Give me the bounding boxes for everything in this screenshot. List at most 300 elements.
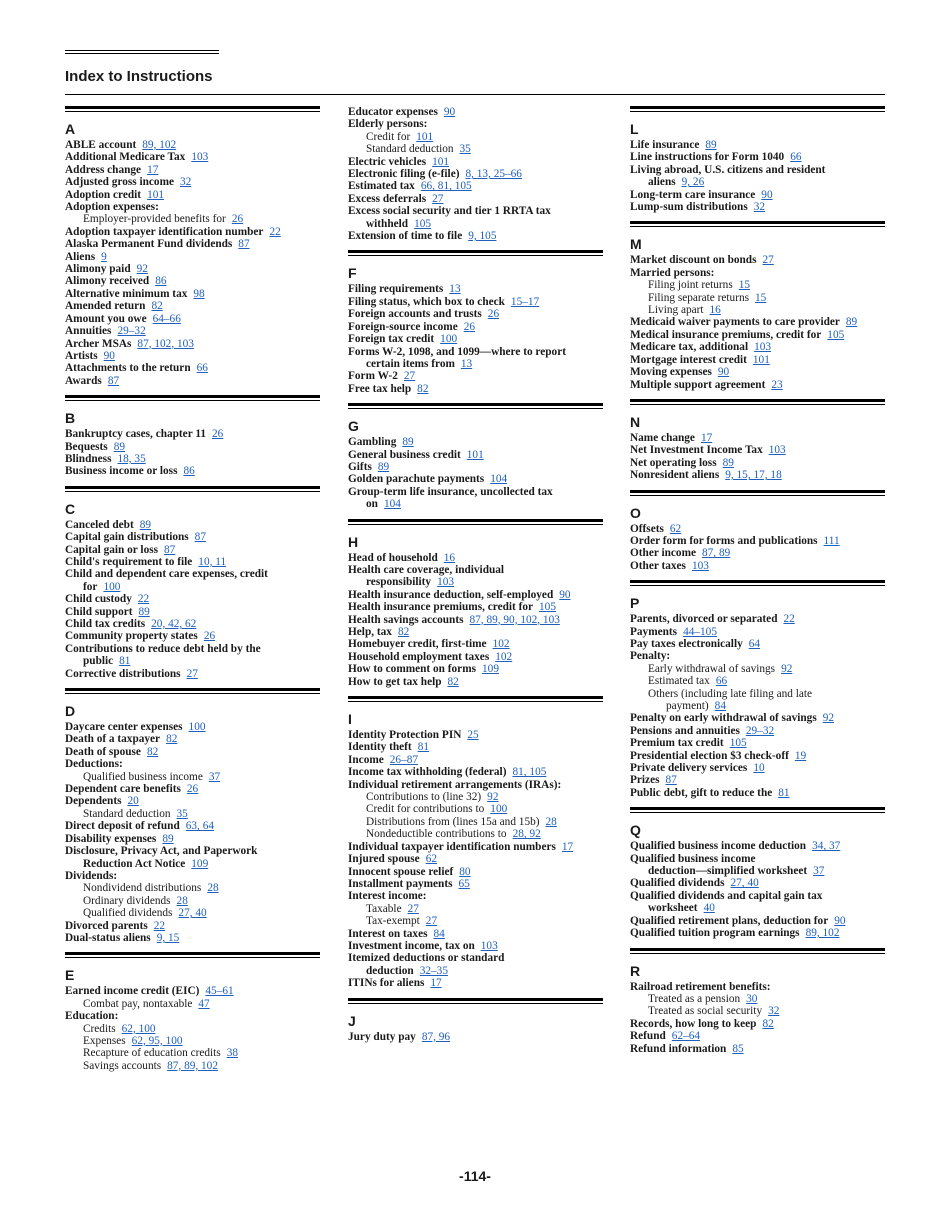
page-reference-link[interactable]: 66, 81, 105	[420, 180, 472, 193]
page-reference-link[interactable]: 81	[119, 655, 131, 668]
entry-text: Qualified tuition program earnings	[630, 927, 800, 940]
entry-text: Alaska Permanent Fund dividends	[65, 238, 233, 251]
page-reference-link[interactable]: 22	[153, 919, 166, 932]
section-rule	[65, 106, 320, 112]
section-rule	[348, 403, 603, 409]
page-reference-link[interactable]: 90	[834, 914, 846, 927]
entry-text: Nonresident aliens	[630, 469, 720, 482]
index-entry	[630, 292, 885, 304]
entry-continuation	[65, 655, 320, 667]
index-entry	[65, 758, 320, 770]
page-reference-link[interactable]: 89	[138, 605, 150, 618]
page-reference-link[interactable]: 13	[449, 283, 461, 296]
page-reference-link[interactable]: 89	[845, 316, 858, 329]
index-entry	[630, 189, 885, 201]
section-letter: E	[65, 967, 75, 984]
page-reference-link[interactable]: 89	[705, 139, 717, 151]
index-entry	[348, 601, 603, 613]
index-entry	[630, 267, 885, 279]
entry-text: Health savings accounts	[348, 613, 464, 626]
page-reference-link[interactable]: 105	[414, 217, 432, 230]
section-rule	[65, 395, 320, 401]
section-rule	[348, 696, 603, 702]
page-reference-link[interactable]: 66	[715, 675, 728, 688]
index-entry	[65, 338, 320, 350]
index-column-2	[348, 106, 603, 1051]
page-reference-link[interactable]: 17	[700, 431, 713, 444]
entry-text: Market discount on bonds	[630, 254, 757, 267]
entry-text: How to comment on forms	[348, 663, 477, 676]
page-reference-link[interactable]: 89, 102	[142, 139, 177, 151]
index-entry	[65, 556, 320, 568]
page-reference-link[interactable]: 20, 42, 62	[151, 618, 197, 630]
page-reference-link[interactable]: 15	[738, 279, 751, 292]
entry-text: Education:	[65, 1010, 119, 1023]
entry-text: Awards	[65, 374, 102, 387]
index-entry	[348, 676, 603, 688]
page-reference-link[interactable]: 89	[162, 832, 174, 845]
index-entry	[630, 840, 885, 852]
page-reference-link[interactable]: 82	[166, 733, 178, 746]
entry-text: Deductions:	[65, 758, 123, 771]
page-reference-link[interactable]: 37	[813, 865, 825, 878]
page-reference-link[interactable]: 22	[783, 613, 795, 626]
page-reference-link[interactable]: 25	[467, 729, 479, 742]
page-reference-link[interactable]: 90	[717, 366, 730, 379]
page-reference-link[interactable]: 103	[480, 939, 498, 952]
page-reference-link[interactable]: 32–35	[419, 964, 448, 977]
page-reference-link[interactable]: 87	[238, 238, 250, 251]
page-reference-link[interactable]: 47	[198, 997, 210, 1010]
page-number: -114-	[459, 1168, 491, 1184]
page-reference-link[interactable]: 87, 89, 90, 102, 103	[469, 613, 560, 626]
page-reference-link[interactable]: 87, 96	[421, 1030, 451, 1043]
page-reference-link[interactable]: 26	[463, 320, 476, 333]
entry-continuation-text: certain items from	[366, 357, 455, 370]
page-reference-link[interactable]: 40	[703, 902, 715, 915]
entry-continuation-text: aliens	[648, 176, 676, 189]
index-entry	[348, 346, 603, 371]
page-reference-link[interactable]: 104	[490, 473, 508, 486]
page-reference-link[interactable]: 28	[207, 882, 219, 895]
index-entry	[65, 251, 320, 263]
page-reference-link[interactable]: 27, 40	[178, 907, 207, 920]
page-reference-link[interactable]: 98	[193, 287, 205, 300]
index-entry	[348, 890, 603, 902]
section-rule	[65, 486, 320, 492]
index-entry	[348, 370, 603, 382]
entry-text: Adoption credit	[65, 188, 142, 201]
section-rule	[630, 221, 885, 227]
section-letter: L	[630, 121, 639, 137]
index-section	[630, 580, 885, 799]
title-rule	[65, 94, 885, 95]
entry-text: Daycare center expenses	[65, 721, 183, 734]
section-letter: F	[348, 265, 357, 282]
entry-text: Filing requirements	[348, 283, 444, 296]
page-reference-link[interactable]: 37	[208, 770, 221, 783]
page-reference-link[interactable]: 100	[440, 333, 458, 346]
entry-text: Death of spouse	[65, 745, 141, 758]
page-reference-link[interactable]: 89	[402, 436, 414, 449]
page-reference-link[interactable]: 101	[416, 130, 434, 143]
page-reference-link[interactable]: 100	[188, 721, 206, 734]
page-reference-link[interactable]: 66	[790, 151, 802, 164]
page-reference-link[interactable]: 32	[180, 176, 192, 189]
index-entry	[65, 275, 320, 287]
index-entry	[630, 444, 885, 456]
entry-text: Estimated tax	[648, 675, 710, 688]
page-reference-link[interactable]: 17	[561, 840, 574, 853]
index-entry	[348, 638, 603, 650]
index-entry	[630, 877, 885, 889]
page-reference-link[interactable]: 103	[191, 151, 209, 164]
entry-continuation	[630, 865, 885, 877]
entry-text: Interest on taxes	[348, 927, 428, 940]
page-reference-link[interactable]: 26	[203, 630, 216, 643]
page-reference-link[interactable]: 84	[714, 700, 726, 712]
page-reference-link[interactable]: 87, 102, 103	[137, 337, 194, 350]
entry-text: Qualified business income	[630, 852, 756, 865]
page-reference-link[interactable]: 82	[397, 626, 410, 638]
entry-continuation-text: responsibility	[366, 576, 432, 589]
page-reference-link[interactable]: 90	[443, 106, 456, 118]
page-reference-link[interactable]: 105	[539, 601, 556, 614]
entry-text: Direct deposit of refund	[65, 820, 180, 833]
page-reference-link[interactable]: 26	[231, 213, 244, 226]
entry-continuation-text: deduction	[366, 964, 414, 977]
entry-text: Identity Protection PIN	[348, 729, 462, 742]
entry-continuation	[648, 700, 885, 712]
entry-text: Refund information	[630, 1042, 727, 1055]
index-entry	[65, 1035, 320, 1047]
entry-text: Corrective distributions	[65, 667, 181, 680]
entry-text: Business income or loss	[65, 465, 178, 478]
entry-text: Individual taxpayer identification numbers	[348, 840, 556, 853]
page-reference-link[interactable]: 89	[377, 460, 390, 473]
page-reference-link[interactable]: 29–32	[745, 724, 775, 737]
index-entry	[630, 254, 885, 266]
index-entry	[65, 895, 320, 907]
index-entry	[348, 156, 603, 168]
page-reference-link[interactable]: 89, 102	[805, 927, 840, 940]
page-reference-link[interactable]: 92	[822, 712, 835, 725]
page-reference-link[interactable]: 101	[466, 448, 484, 461]
entry-text: Life insurance	[630, 139, 700, 151]
entry-text: Free tax help	[348, 382, 412, 395]
page-reference-link[interactable]: 90	[559, 588, 571, 601]
page-reference-link[interactable]: 103	[754, 341, 772, 354]
index-entry	[348, 589, 603, 601]
index-section	[348, 998, 603, 1043]
page-reference-link[interactable]: 30	[746, 992, 758, 1005]
index-entry	[630, 304, 885, 316]
entry-text: Income	[348, 753, 384, 766]
entry-text: Gambling	[348, 436, 397, 449]
page-reference-link[interactable]: 27, 40	[730, 877, 759, 890]
page-reference-link[interactable]: 29–32	[117, 325, 146, 338]
index-entry	[65, 213, 320, 225]
page-reference-link[interactable]: 101	[752, 353, 770, 366]
page-reference-link[interactable]: 82	[151, 300, 163, 313]
page-reference-link[interactable]: 32	[753, 201, 766, 214]
index-entry	[65, 998, 320, 1010]
page-reference-link[interactable]: 9, 26	[681, 176, 705, 189]
entry-text: Net operating loss	[630, 456, 717, 469]
page-reference-link[interactable]: 100	[103, 580, 121, 593]
entry-text: Taxable	[366, 902, 402, 915]
index-entry	[348, 940, 603, 952]
page-reference-link[interactable]: 20	[127, 795, 139, 808]
entry-text: Long-term care insurance	[630, 188, 756, 201]
page-reference-link[interactable]: 92	[781, 662, 793, 675]
index-entry	[65, 164, 320, 176]
entry-text: Bankruptcy cases, chapter 11	[65, 428, 207, 441]
index-section	[630, 490, 885, 573]
entry-text: Other taxes	[630, 559, 686, 572]
page-reference-link[interactable]: 15	[755, 291, 767, 304]
page-reference-link[interactable]: 109	[191, 857, 209, 870]
page-reference-link[interactable]: 84	[433, 927, 445, 940]
page-reference-link[interactable]: 81	[778, 786, 790, 799]
index-entry	[348, 486, 603, 511]
page-reference-link[interactable]: 101	[432, 155, 450, 168]
index-entry	[630, 560, 885, 572]
page-reference-link[interactable]: 10	[753, 762, 765, 775]
index-entry	[65, 568, 320, 593]
page-reference-link[interactable]: 17	[147, 163, 159, 176]
page-reference-link[interactable]: 26–87	[389, 753, 419, 766]
entry-text: Combat pay, nontaxable	[83, 997, 193, 1010]
page-reference-link[interactable]: 82	[762, 1017, 774, 1030]
index-entry	[630, 613, 885, 625]
page-reference-link[interactable]: 105	[729, 737, 747, 750]
entry-text: Artists	[65, 349, 98, 362]
page-reference-link[interactable]: 62	[669, 522, 682, 535]
index-entry	[65, 1047, 320, 1059]
page-reference-link[interactable]: 32	[768, 1005, 780, 1018]
page-reference-link[interactable]: 34, 37	[812, 840, 841, 853]
index-entry	[65, 362, 320, 374]
index-entry	[348, 283, 603, 295]
page-reference-link[interactable]: 89	[113, 440, 125, 453]
page-reference-link[interactable]: 9	[101, 250, 107, 263]
entry-text: Investment income, tax on	[348, 939, 475, 952]
page-reference-link[interactable]: 38	[226, 1047, 238, 1060]
page-reference-link[interactable]: 22	[137, 593, 150, 606]
index-entry	[65, 733, 320, 745]
page-reference-link[interactable]: 62	[425, 853, 437, 866]
section-rule	[65, 688, 320, 694]
page-reference-link[interactable]: 66	[196, 362, 208, 375]
index-section	[348, 519, 603, 688]
page-reference-link[interactable]: 102	[492, 638, 510, 651]
page-reference-link[interactable]: 35	[176, 807, 188, 820]
section-rule	[348, 519, 603, 525]
page-reference-link[interactable]: 27	[407, 902, 419, 915]
index-entry	[348, 952, 603, 977]
index-entry	[348, 461, 603, 473]
entry-text: Filing joint returns	[648, 279, 733, 292]
page-reference-link[interactable]: 81, 105	[512, 766, 547, 779]
page-reference-link[interactable]: 100	[490, 803, 508, 816]
page-reference-link[interactable]: 26	[487, 308, 500, 321]
page-reference-link[interactable]: 63, 64	[185, 820, 214, 833]
page-reference-link[interactable]: 86	[183, 465, 195, 478]
page-reference-link[interactable]: 26	[186, 783, 199, 796]
page-reference-link[interactable]: 85	[732, 1042, 744, 1055]
index-entry	[348, 552, 603, 564]
page-reference-link[interactable]: 101	[147, 188, 165, 201]
index-entry	[630, 164, 885, 189]
page-reference-link[interactable]: 27	[425, 915, 438, 928]
entry-text: Qualified business income	[83, 770, 203, 783]
page-reference-link[interactable]: 28, 92	[512, 828, 541, 841]
page-reference-link[interactable]: 104	[383, 498, 401, 511]
page-reference-link[interactable]: 10, 11	[198, 555, 227, 568]
entry-text: Golden parachute payments	[348, 473, 485, 486]
page-reference-link[interactable]: 87, 89	[702, 547, 731, 560]
entry-text: Disability expenses	[65, 832, 157, 845]
entry-text: Dependents	[65, 795, 122, 808]
index-entry	[65, 519, 320, 531]
index-entry	[630, 469, 885, 481]
page-reference-link[interactable]: 87	[107, 374, 120, 387]
index-entry	[348, 754, 603, 766]
page-reference-link[interactable]: 90	[761, 188, 773, 201]
page-reference-link[interactable]: 64–66	[152, 312, 181, 325]
index-section	[630, 948, 885, 1055]
page-reference-link[interactable]: 92	[136, 263, 148, 276]
entry-text: Injured spouse	[348, 853, 420, 866]
page-reference-link[interactable]: 87, 89, 102	[167, 1059, 218, 1072]
index-entry	[348, 878, 603, 890]
page-reference-link[interactable]: 26	[212, 428, 224, 441]
page-reference-link[interactable]: 16	[709, 304, 721, 317]
page-reference-link[interactable]: 28	[545, 815, 557, 828]
page-reference-link[interactable]: 18, 35	[117, 452, 146, 465]
entry-text: Capital gain or loss	[65, 543, 159, 556]
page-reference-link[interactable]: 82	[417, 382, 429, 395]
page-reference-link[interactable]: 27	[403, 370, 416, 383]
page-reference-link[interactable]: 103	[768, 444, 786, 457]
page-reference-link[interactable]: 9, 15	[156, 931, 180, 944]
index-section	[630, 399, 885, 482]
page-reference-link[interactable]: 87	[164, 543, 176, 556]
index-section	[65, 395, 320, 478]
page-reference-link[interactable]: 22	[269, 225, 281, 238]
page-reference-link[interactable]: 87	[194, 531, 206, 544]
entry-text: Penalty on early withdrawal of savings	[630, 712, 817, 725]
entry-text: Alimony paid	[65, 263, 131, 276]
page-reference-link[interactable]: 86	[155, 275, 167, 288]
entry-continuation	[348, 498, 603, 510]
page-reference-link[interactable]: 111	[823, 534, 840, 547]
page-reference-link[interactable]: 109	[482, 663, 499, 676]
page-reference-link[interactable]: 17	[430, 977, 442, 990]
page-reference-link[interactable]: 27	[186, 667, 198, 680]
page-reference-link[interactable]: 9, 105	[468, 230, 497, 243]
entry-continuation-text: withheld	[366, 217, 409, 230]
entry-text: Dual-status aliens	[65, 931, 151, 944]
entry-text: Dividends:	[65, 869, 118, 882]
entry-text: Amount you owe	[65, 312, 147, 325]
index-entry	[348, 383, 603, 395]
entry-text: Child and dependent care expenses, credit	[65, 568, 268, 581]
page-reference-link[interactable]: 45–61	[205, 985, 234, 998]
page-reference-link[interactable]: 44–105	[683, 625, 717, 638]
entry-text: Tax-exempt	[366, 915, 420, 928]
page-reference-link[interactable]: 87	[665, 774, 677, 787]
entry-text: Credit for contributions to	[366, 803, 485, 816]
page-reference-link[interactable]: 89	[722, 456, 734, 469]
page-reference-link[interactable]: 27	[432, 192, 444, 205]
page-reference-link[interactable]: 65	[458, 877, 470, 890]
page-reference-link[interactable]: 19	[794, 749, 807, 762]
page-reference-link[interactable]: 9, 15, 17, 18	[725, 469, 782, 482]
page-reference-link[interactable]: 15–17	[510, 295, 540, 308]
index-entry	[630, 762, 885, 774]
entry-continuation-text: payment)	[666, 700, 709, 712]
index-entry	[65, 746, 320, 758]
page-reference-link[interactable]: 13	[460, 357, 473, 370]
entry-text: Presidential election $3 check-off	[630, 749, 789, 762]
entry-text: Payments	[630, 625, 678, 638]
index-entry	[65, 350, 320, 362]
entry-text: Living abroad, U.S. citizens and resident	[630, 163, 826, 176]
section-rule	[348, 250, 603, 256]
entry-text: Qualified dividends	[83, 907, 173, 920]
index-entry	[348, 449, 603, 461]
entry-text: Line instructions for Form 1040	[630, 151, 785, 164]
page-reference-link[interactable]: 90	[103, 349, 115, 362]
entry-text: Alternative minimum tax	[65, 287, 188, 300]
page-reference-link[interactable]: 8, 13, 25–66	[465, 168, 522, 181]
page-reference-link[interactable]: 102	[495, 650, 513, 663]
page-reference-link[interactable]: 82	[447, 675, 459, 688]
index-entry	[630, 1043, 885, 1055]
page-reference-link[interactable]: 35	[459, 143, 471, 156]
page-reference-link[interactable]: 80	[459, 865, 471, 878]
page-title: Index to Instructions	[65, 68, 213, 85]
page-reference-link[interactable]: 16	[443, 551, 456, 564]
index-entry	[630, 432, 885, 444]
entry-text: Other income	[630, 547, 696, 560]
page-reference-link[interactable]: 62, 95, 100	[131, 1034, 183, 1047]
page-reference-link[interactable]: 81	[417, 741, 429, 754]
index-entry	[630, 457, 885, 469]
page-reference-link[interactable]: 103	[437, 576, 455, 589]
page-reference-link[interactable]: 62–64	[671, 1030, 701, 1043]
page-reference-link[interactable]: 27	[762, 254, 774, 267]
entry-text: Distributions from (lines 15a and 15b)	[366, 815, 540, 828]
section-rule	[630, 399, 885, 405]
page-reference-link[interactable]: 82	[146, 745, 159, 758]
page-reference-link[interactable]: 28	[176, 894, 188, 907]
entry-text: Nondividend distributions	[83, 882, 202, 895]
page-reference-link[interactable]: 62, 100	[121, 1022, 156, 1035]
entry-continuation	[630, 902, 885, 914]
page-reference-link[interactable]: 92	[487, 791, 499, 804]
page-reference-link[interactable]: 64	[748, 637, 761, 650]
page-reference-link[interactable]: 105	[827, 328, 845, 341]
index-entry	[348, 193, 603, 205]
page-reference-link[interactable]: 103	[691, 559, 709, 572]
page-reference-link[interactable]: 89	[139, 518, 152, 531]
entry-text: Interest income:	[348, 890, 427, 903]
entry-text: Adjusted gross income	[65, 176, 174, 189]
page-reference-link[interactable]: 23	[771, 378, 783, 391]
